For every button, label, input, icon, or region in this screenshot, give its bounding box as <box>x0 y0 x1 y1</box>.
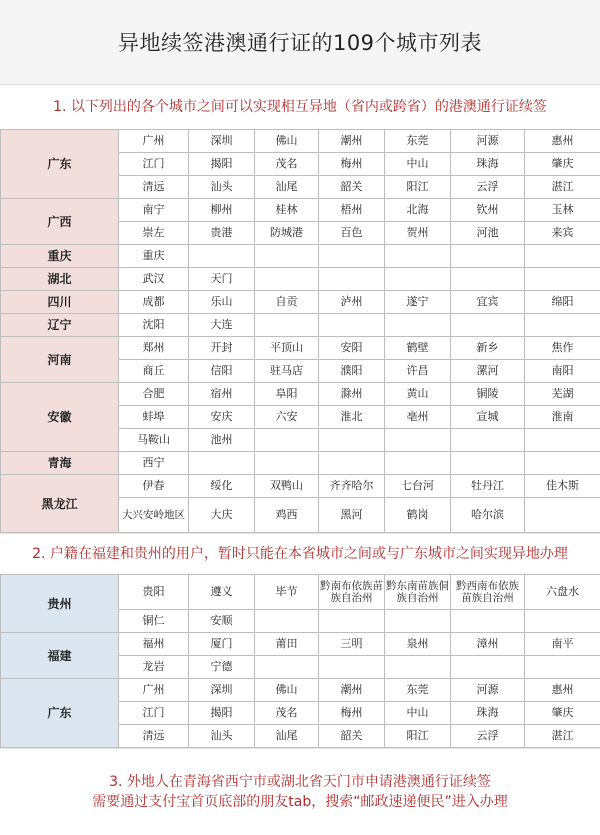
city-cell: 阳江 <box>385 176 451 199</box>
city-cell <box>319 314 385 337</box>
city-cell: 商丘 <box>119 360 189 383</box>
city-cell <box>525 245 600 268</box>
city-cell: 黄山 <box>385 383 451 406</box>
city-cell: 蚌埠 <box>119 406 189 429</box>
city-cell: 成都 <box>119 291 189 314</box>
city-cell: 厦门 <box>189 633 255 656</box>
table-row <box>1 633 600 656</box>
table-row <box>1 268 600 291</box>
note-1: 1. 以下列出的各个城市之间可以实现相互异地（省内或跨省）的港澳通行证续签 <box>0 85 600 129</box>
city-cell: 河源 <box>451 130 525 153</box>
table-row <box>1 383 600 406</box>
city-cell: 安阳 <box>319 337 385 360</box>
city-cell: 珠海 <box>451 153 525 176</box>
city-cell: 哈尔滨 <box>451 498 525 533</box>
city-cell: 三明 <box>319 633 385 656</box>
city-cell <box>525 498 600 533</box>
city-cell: 鹤岗 <box>385 498 451 533</box>
province-cell: 福建 <box>1 633 119 679</box>
city-cell: 大庆 <box>189 498 255 533</box>
table-row <box>1 475 600 498</box>
city-cell: 广州 <box>119 130 189 153</box>
note-3-line2: 需要通过支付宝首页底部的朋友tab，搜索“邮政速递便民”进入办理 <box>92 792 507 812</box>
city-cell <box>525 452 600 475</box>
city-cell: 新乡 <box>451 337 525 360</box>
table-row <box>1 130 600 153</box>
city-cell <box>319 452 385 475</box>
city-cell: 六安 <box>255 406 319 429</box>
city-cell: 泸州 <box>319 291 385 314</box>
city-cell: 乐山 <box>189 291 255 314</box>
table-row <box>1 679 600 702</box>
province-cell: 安徽 <box>1 383 119 452</box>
city-cell: 淮北 <box>319 406 385 429</box>
city-cell: 许昌 <box>385 360 451 383</box>
city-cell: 揭阳 <box>189 153 255 176</box>
table-row <box>1 314 600 337</box>
city-cell: 惠州 <box>525 130 600 153</box>
city-cell: 贺州 <box>385 222 451 245</box>
city-cell: 湛江 <box>525 176 600 199</box>
city-cell: 贵阳 <box>119 575 189 610</box>
province-cell: 广东 <box>1 679 119 748</box>
city-cell <box>255 656 319 679</box>
city-cell: 江门 <box>119 702 189 725</box>
city-cell <box>385 245 451 268</box>
page-title: 异地续签港澳通行证的109个城市列表 <box>118 27 482 57</box>
city-cell: 宜宾 <box>451 291 525 314</box>
city-cell: 淮南 <box>525 406 600 429</box>
city-cell <box>255 268 319 291</box>
city-cell: 佛山 <box>255 679 319 702</box>
city-cell: 肇庆 <box>525 153 600 176</box>
city-cell: 马鞍山 <box>119 429 189 452</box>
city-cell: 泉州 <box>385 633 451 656</box>
city-cell <box>255 245 319 268</box>
province-cell: 河南 <box>1 337 119 383</box>
province-cell: 辽宁 <box>1 314 119 337</box>
city-cell: 韶关 <box>319 176 385 199</box>
city-cell <box>451 452 525 475</box>
city-cell: 鹤壁 <box>385 337 451 360</box>
note-3-line1: 3. 外地人在青海省西宁市或湖北省天门市申请港澳通行证续签 <box>109 772 491 792</box>
city-cell: 毕节 <box>255 575 319 610</box>
city-cell: 深圳 <box>189 679 255 702</box>
city-cell: 玉林 <box>525 199 600 222</box>
city-cell: 大兴安岭地区 <box>119 498 189 533</box>
city-cell: 铜仁 <box>119 610 189 633</box>
city-cell: 武汉 <box>119 268 189 291</box>
city-cell: 清远 <box>119 725 189 748</box>
city-cell: 揭阳 <box>189 702 255 725</box>
city-cell: 重庆 <box>119 245 189 268</box>
city-cell <box>255 452 319 475</box>
city-cell: 阜阳 <box>255 383 319 406</box>
table-row <box>1 199 600 222</box>
city-cell: 双鸭山 <box>255 475 319 498</box>
city-cell: 桂林 <box>255 199 319 222</box>
city-cell: 信阳 <box>189 360 255 383</box>
province-cell: 青海 <box>1 452 119 475</box>
city-cell: 福州 <box>119 633 189 656</box>
city-cell: 齐齐哈尔 <box>319 475 385 498</box>
city-cell: 牡丹江 <box>451 475 525 498</box>
city-cell: 北海 <box>385 199 451 222</box>
city-cell: 合肥 <box>119 383 189 406</box>
city-cell: 天门 <box>189 268 255 291</box>
city-cell: 梅州 <box>319 153 385 176</box>
table-row <box>1 245 600 268</box>
city-cell: 绵阳 <box>525 291 600 314</box>
city-cell: 宿州 <box>189 383 255 406</box>
table-row <box>1 452 600 475</box>
city-cell: 汕尾 <box>255 725 319 748</box>
city-cell: 安庆 <box>189 406 255 429</box>
city-cell: 遵义 <box>189 575 255 610</box>
city-cell: 百色 <box>319 222 385 245</box>
province-cell: 重庆 <box>1 245 119 268</box>
city-cell: 佛山 <box>255 130 319 153</box>
city-cell <box>255 314 319 337</box>
city-cell: 湛江 <box>525 725 600 748</box>
city-cell: 亳州 <box>385 406 451 429</box>
city-cell: 潮州 <box>319 679 385 702</box>
city-cell <box>255 610 319 633</box>
city-cell: 河源 <box>451 679 525 702</box>
city-cell: 郑州 <box>119 337 189 360</box>
city-cell: 茂名 <box>255 153 319 176</box>
city-cell: 茂名 <box>255 702 319 725</box>
city-cell: 七台河 <box>385 475 451 498</box>
city-cell <box>385 268 451 291</box>
city-cell <box>451 610 525 633</box>
city-cell: 自贡 <box>255 291 319 314</box>
city-cell: 鸡西 <box>255 498 319 533</box>
city-cell: 清远 <box>119 176 189 199</box>
city-cell: 佳木斯 <box>525 475 600 498</box>
city-table-2 <box>0 574 600 748</box>
city-cell <box>525 429 600 452</box>
city-cell: 河池 <box>451 222 525 245</box>
city-cell: 濮阳 <box>319 360 385 383</box>
city-cell <box>385 314 451 337</box>
city-cell: 开封 <box>189 337 255 360</box>
city-cell <box>255 429 319 452</box>
city-cell: 贵港 <box>189 222 255 245</box>
city-cell: 遂宁 <box>385 291 451 314</box>
city-cell: 云浮 <box>451 725 525 748</box>
table-row <box>1 291 600 314</box>
city-cell: 肇庆 <box>525 702 600 725</box>
province-cell: 湖北 <box>1 268 119 291</box>
city-cell <box>451 314 525 337</box>
city-cell: 大连 <box>189 314 255 337</box>
city-cell: 韶关 <box>319 725 385 748</box>
city-cell: 来宾 <box>525 222 600 245</box>
city-cell: 芜湖 <box>525 383 600 406</box>
city-cell: 宁德 <box>189 656 255 679</box>
city-cell <box>189 245 255 268</box>
city-cell <box>385 610 451 633</box>
city-cell: 南阳 <box>525 360 600 383</box>
province-cell: 贵州 <box>1 575 119 633</box>
province-cell: 广东 <box>1 130 119 199</box>
city-cell: 潮州 <box>319 130 385 153</box>
city-cell: 东莞 <box>385 130 451 153</box>
city-cell: 惠州 <box>525 679 600 702</box>
city-cell: 沈阳 <box>119 314 189 337</box>
city-cell <box>525 268 600 291</box>
note-2: 2. 户籍在福建和贵州的用户，暂时只能在本省城市之间或与广东城市之间实现异地办理 <box>0 533 600 574</box>
city-cell: 南宁 <box>119 199 189 222</box>
city-cell: 阳江 <box>385 725 451 748</box>
city-cell: 西宁 <box>119 452 189 475</box>
city-cell: 绥化 <box>189 475 255 498</box>
city-cell: 黔西南布依族苗族自治州 <box>451 575 525 610</box>
city-cell: 铜陵 <box>451 383 525 406</box>
city-cell: 江门 <box>119 153 189 176</box>
city-cell <box>451 429 525 452</box>
city-cell <box>319 268 385 291</box>
city-cell: 漯河 <box>451 360 525 383</box>
city-cell: 深圳 <box>189 130 255 153</box>
city-cell: 珠海 <box>451 702 525 725</box>
city-cell: 东莞 <box>385 679 451 702</box>
city-cell: 黑河 <box>319 498 385 533</box>
province-cell: 广西 <box>1 199 119 245</box>
city-cell: 漳州 <box>451 633 525 656</box>
province-cell: 黑龙江 <box>1 475 119 533</box>
city-cell <box>189 452 255 475</box>
city-cell <box>525 656 600 679</box>
city-table-1 <box>0 129 600 533</box>
city-cell: 宣城 <box>451 406 525 429</box>
province-cell: 四川 <box>1 291 119 314</box>
city-cell: 云浮 <box>451 176 525 199</box>
city-cell <box>525 314 600 337</box>
city-cell: 汕尾 <box>255 176 319 199</box>
title-bar <box>0 0 600 85</box>
city-cell: 六盘水 <box>525 575 600 610</box>
city-cell: 防城港 <box>255 222 319 245</box>
city-cell <box>385 452 451 475</box>
city-cell <box>385 429 451 452</box>
city-cell: 平顶山 <box>255 337 319 360</box>
city-cell <box>319 429 385 452</box>
city-cell: 安顺 <box>189 610 255 633</box>
city-cell <box>451 245 525 268</box>
city-cell: 焦作 <box>525 337 600 360</box>
city-cell: 黔东南苗族侗族自治州 <box>385 575 451 610</box>
city-cell <box>451 268 525 291</box>
table-row <box>1 575 600 610</box>
city-cell: 南平 <box>525 633 600 656</box>
city-cell: 驻马店 <box>255 360 319 383</box>
city-cell: 梧州 <box>319 199 385 222</box>
city-cell: 汕头 <box>189 176 255 199</box>
city-cell <box>385 656 451 679</box>
city-cell: 梅州 <box>319 702 385 725</box>
city-cell: 广州 <box>119 679 189 702</box>
note-3 <box>0 748 600 835</box>
city-cell: 钦州 <box>451 199 525 222</box>
city-cell <box>319 245 385 268</box>
city-cell: 中山 <box>385 702 451 725</box>
city-cell: 伊春 <box>119 475 189 498</box>
city-cell: 池州 <box>189 429 255 452</box>
city-cell <box>451 656 525 679</box>
city-cell <box>319 656 385 679</box>
city-cell: 滁州 <box>319 383 385 406</box>
city-cell: 莆田 <box>255 633 319 656</box>
city-cell <box>525 610 600 633</box>
city-cell: 中山 <box>385 153 451 176</box>
city-cell: 龙岩 <box>119 656 189 679</box>
city-cell: 崇左 <box>119 222 189 245</box>
city-cell: 汕头 <box>189 725 255 748</box>
table-row <box>1 337 600 360</box>
city-cell: 柳州 <box>189 199 255 222</box>
city-cell: 黔南布依族苗族自治州 <box>319 575 385 610</box>
city-cell <box>319 610 385 633</box>
